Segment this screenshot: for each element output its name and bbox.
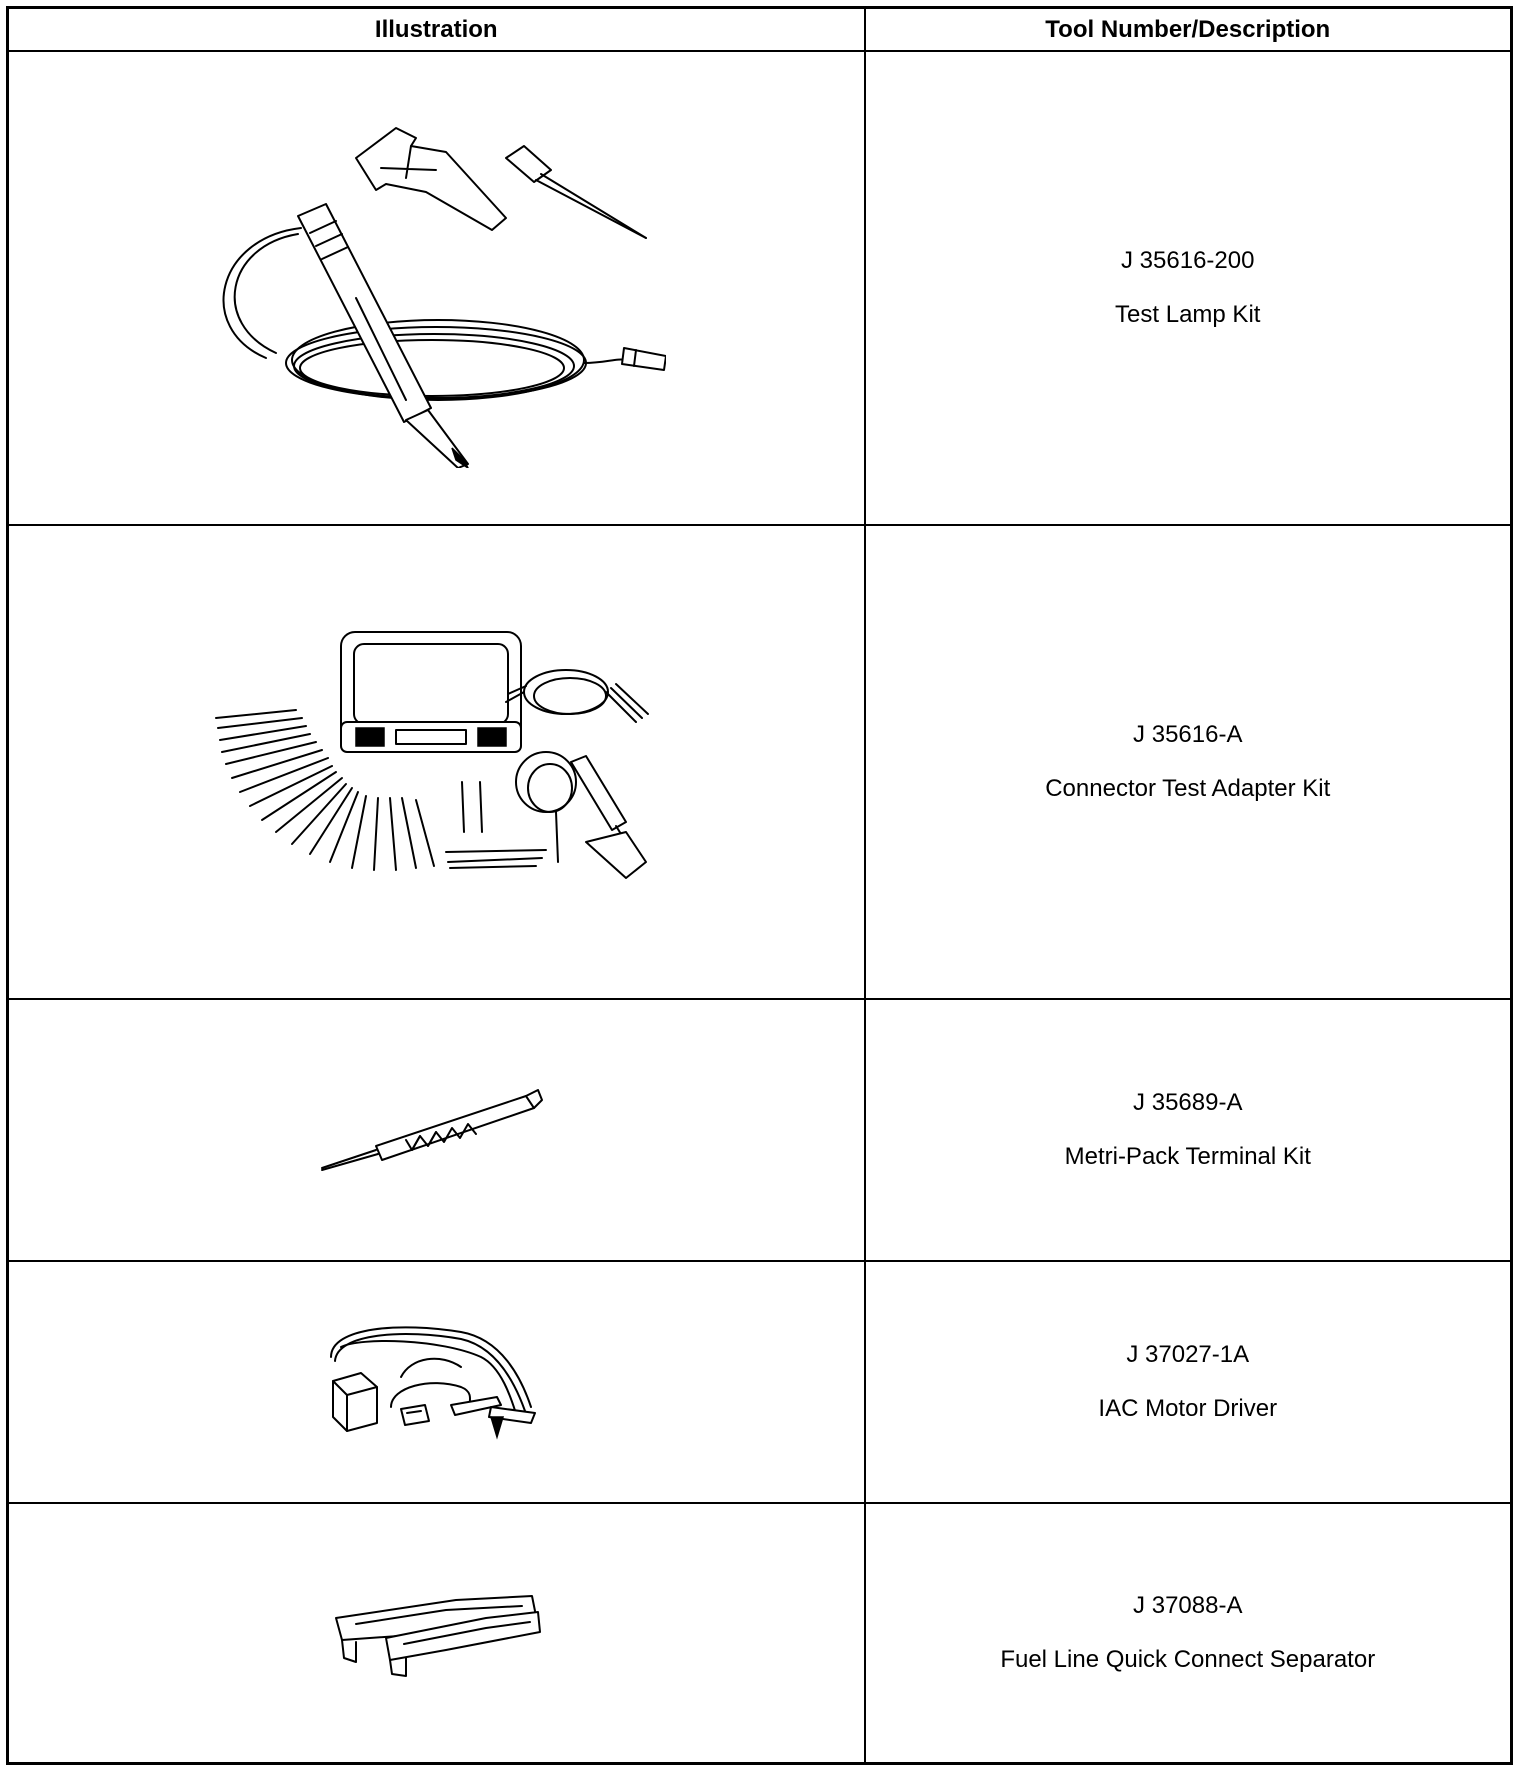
- tool-number: J 37027-1A: [1126, 1341, 1250, 1368]
- description-cell: [865, 1503, 1512, 1763]
- illustration-column-header: Illustration: [8, 8, 865, 52]
- illustration-cell: [8, 525, 865, 999]
- description-cell: [865, 1261, 1512, 1503]
- description-cell: [865, 525, 1512, 999]
- table-row: [8, 51, 1512, 525]
- table-header-row: [8, 8, 1512, 52]
- table-row: [8, 999, 1512, 1261]
- tool-name: Test Lamp Kit: [1115, 301, 1261, 328]
- tool-table: [6, 6, 1513, 1765]
- description-cell: [865, 999, 1512, 1261]
- table-row: [8, 1261, 1512, 1503]
- tool-name: Connector Test Adapter Kit: [1045, 775, 1331, 802]
- connector-test-adapter-kit-illustration: [206, 622, 666, 902]
- table-row: [8, 1503, 1512, 1763]
- tool-number: J 35689-A: [1133, 1089, 1243, 1116]
- tool-number: J 35616-A: [1133, 721, 1243, 748]
- illustration-cell: [8, 1261, 865, 1503]
- description-column-header: Tool Number/Description: [865, 8, 1512, 52]
- illustration-cell: [8, 1503, 865, 1763]
- illustration-cell: [8, 999, 865, 1261]
- description-cell: [865, 51, 1512, 525]
- fuel-line-separator-illustration: [326, 1588, 546, 1678]
- tool-name: Metri-Pack Terminal Kit: [1064, 1143, 1311, 1170]
- tool-name: Fuel Line Quick Connect Separator: [1000, 1645, 1376, 1673]
- test-lamp-kit-illustration: [206, 108, 666, 468]
- metri-pack-terminal-tool-illustration: [316, 1080, 556, 1180]
- illustration-cell: [8, 51, 865, 525]
- tool-name: IAC Motor Driver: [1098, 1395, 1278, 1422]
- table-row: [8, 525, 1512, 999]
- iac-motor-driver-illustration: [321, 1317, 551, 1447]
- tool-number: J 37088-A: [1133, 1591, 1243, 1619]
- tool-number: J 35616-200: [1121, 247, 1255, 274]
